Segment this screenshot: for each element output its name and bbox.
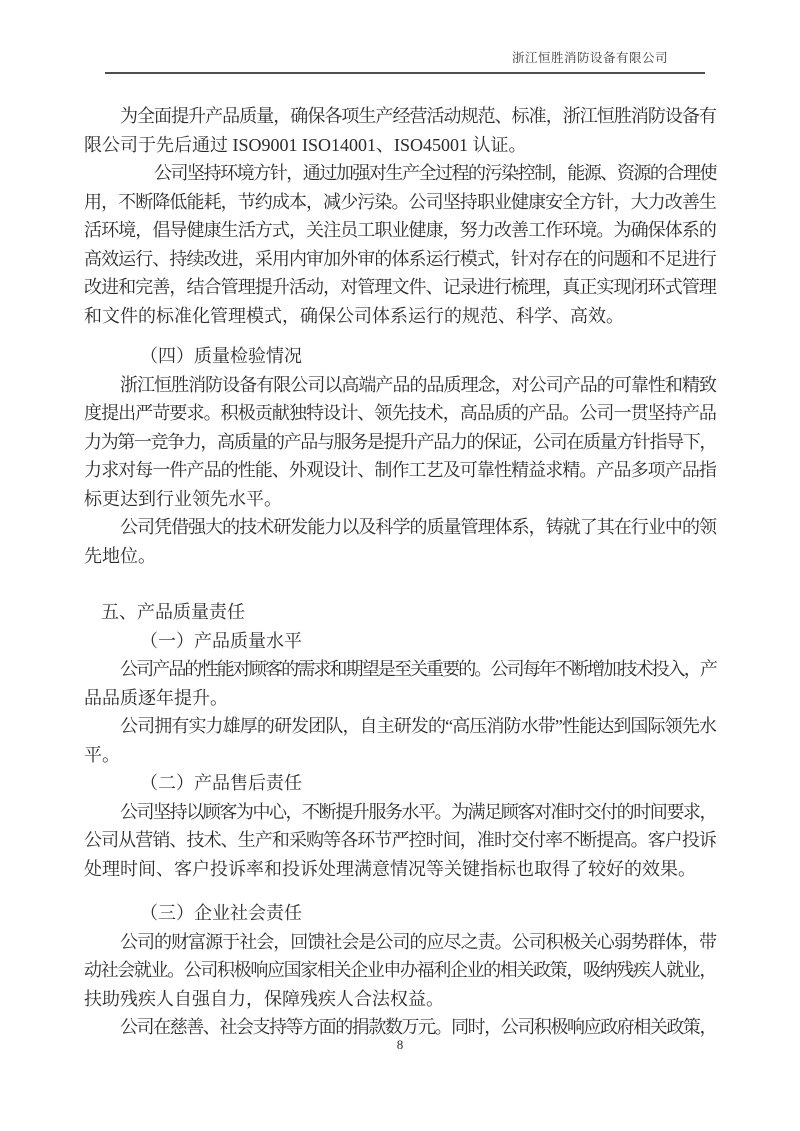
text-line: 公司坚持环境方针，通过加强对生产全过程的污染控制，能源、资源的合理使 (154, 163, 716, 183)
text-line: 品品质逐年提升。 (84, 687, 228, 708)
text-line: 活环境，倡导健康生活方式，关注员工职业健康，努力改善工作环境。为确保体系的 (84, 220, 716, 240)
text-line: 扶助残疾人自强自力，保障残疾人合法权益。 (84, 988, 444, 1009)
text-line: 公司的财富源于社会，回馈社会是公司的应尽之责。公司积极关心弱势群体，带 (120, 931, 716, 952)
text-line: 先地位。 (84, 545, 156, 566)
text-line: 为全面提升产品质量，确保各项生产经营活动规范、标准，浙江恒胜消防设备有 (120, 106, 716, 126)
text-line: 处理时间、客户投诉率和投诉处理满意情况等关键指标也取得了较好的效果。 (84, 858, 696, 879)
text-line: 度提出严苛要求。积极贡献独特设计、领先技术，高品质的产品。公司一贯坚持产品 (84, 403, 716, 423)
text-line: 限公司于先后通过 ISO9001 ISO14001、ISO45001 认证。 (84, 134, 527, 155)
text-line: 标更达到行业领先水平。 (84, 488, 282, 509)
section-heading (84, 627, 716, 656)
section-heading (84, 899, 716, 928)
text-line: 浙江恒胜消防设备有限公司以高端产品的品质理念，对公司产品的可靠性和精致 (120, 374, 716, 395)
paragraph (84, 371, 716, 514)
text-line: 平。 (84, 744, 120, 765)
section-heading (84, 342, 716, 371)
paragraph (84, 798, 716, 884)
text-line: 公司产品的性能对顾客的需求和期望是至关重要的。公司每年不断增加技术投入，产 (120, 659, 716, 679)
paragraph (84, 928, 716, 1014)
header-rule (105, 72, 705, 74)
text-line: （三）企业社会责任 (140, 903, 302, 923)
paragraph (84, 159, 716, 330)
text-line: 力为第一竞争力，高质量的产品与服务是提升产品力的保证，公司在质量方针指导下， (84, 431, 716, 452)
text-line: 高效运行、持续改进，采用内审加外审的体系运行模式，针对存在的问题和不足进行 (84, 248, 716, 269)
text-line: （四）质量检验情况 (140, 346, 302, 366)
text-line: 公司凭借强大的技术研发能力以及科学的质量管理体系，铸就了其在行业中的领 (120, 517, 716, 537)
document-body (84, 102, 716, 1042)
paragraph (84, 712, 716, 769)
section-heading (84, 769, 716, 798)
header-company-name: 浙江恒胜消防设备有限公司 (511, 51, 668, 65)
text-line: 公司从营销、技术、生产和采购等各环节严控时间，准时交付率不断提高。客户投诉 (84, 830, 716, 850)
text-line: 力求对每一件产品的性能、外观设计、制作工艺及可靠性精益求精。产品多项产品指 (84, 460, 716, 480)
text-line: 改进和完善，结合管理提升活动，对管理文件、记录进行梳理，真正实现闭环式管理 (84, 277, 716, 297)
paragraph (84, 102, 716, 159)
text-line: （一）产品质量水平 (140, 630, 302, 651)
paragraph (84, 655, 716, 712)
page-number: 8 (396, 1037, 404, 1052)
text-line: 动社会就业。公司积极响应国家相关企业申办福利企业的相关政策，吸纳残疾人就业， (84, 960, 716, 980)
text-line: 用，不断降低能耗，节约成本，减少污染。公司坚持职业健康安全方针，大力改善生 (84, 191, 716, 212)
text-line: 五、产品质量责任 (101, 602, 245, 622)
text-line: 公司坚持以顾客为中心，不断提升服务水平。为满足顾客对准时交付的时间要求， (120, 801, 716, 822)
text-line: 和文件的标准化管理模式，确保公司体系运行的规范、科学、高效。 (84, 305, 624, 326)
paragraph (84, 513, 716, 570)
text-line: 公司拥有实力雄厚的研发团队，自主研发的“高压消防水带”性能达到国际领先水 (120, 716, 716, 736)
section-heading (84, 598, 716, 627)
text-line: （二）产品售后责任 (140, 773, 302, 793)
text-line: 公司在慈善、社会支持等方面的捐款数万元。同时，公司积极响应政府相关政策， (120, 1017, 716, 1037)
